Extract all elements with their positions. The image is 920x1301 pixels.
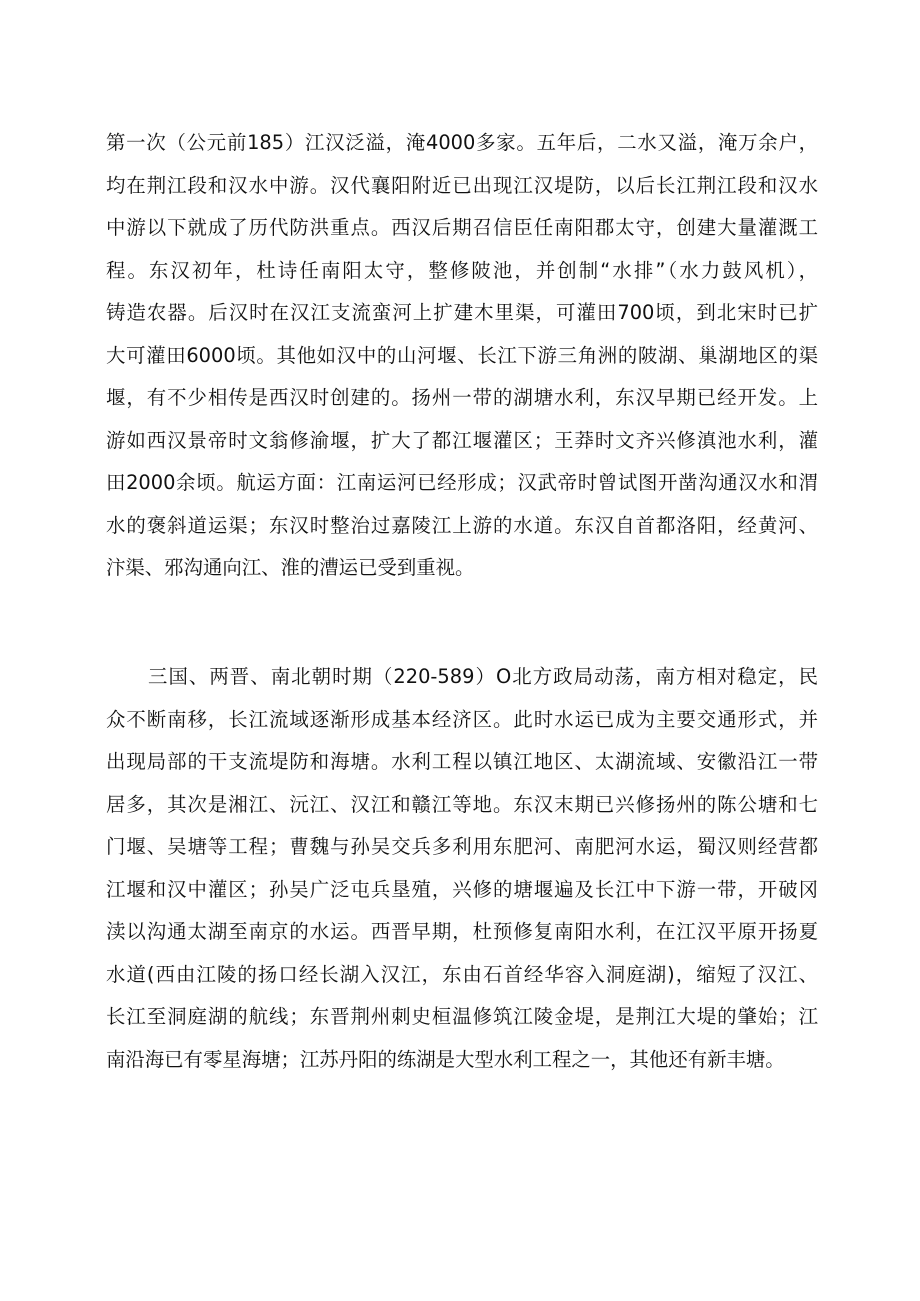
text-line: 水的褒斜道运渠；东汉时整治过嘉陵江上游的水道。东汉自首都洛阳，经黄河、 [106, 513, 818, 537]
text-line: 水道(西由江陵的扬口经长湖入汉江，东由石首经华容入洞庭湖)，缩短了汉江、 [106, 962, 818, 986]
text-line: 程。东汉初年，杜诗任南阳太守，整修陂池，并创制“水排”（水力鼓风机）， [106, 258, 818, 282]
text-line: 田2000余顷。航运方面：江南运河已经形成；汉武帝时曾试图开凿沟通汉水和渭 [106, 471, 818, 494]
text-line: 汴渠、邪沟通向江、淮的漕运已受到重视。 [106, 556, 475, 579]
text-line: 出现局部的干支流堤防和海塘。水利工程以镇江地区、太湖流域、安徽沿江一带 [106, 750, 818, 773]
text-line: 门堰、吴塘等工程；曹魏与孙吴交兵多利用东肥河、南肥河水运，蜀汉则经营都 [106, 835, 818, 858]
text-line: 南沿海已有零星海塘；江苏丹阳的练湖是大型水利工程之一，其他还有新丰塘。 [106, 1047, 785, 1071]
text-line: 均在荆江段和汉水中游。汉代襄阳附近已出现江汉堤防，以后长江荆江段和汉水 [106, 173, 818, 197]
text-line: 堰，有不少相传是西汉时创建的。扬州一带的湖塘水利，东汉早期已经开发。上 [106, 386, 818, 409]
text-line: 中游以下就成了历代防洪重点。西汉后期召信臣任南阳郡太守，创建大量灌溉工 [106, 216, 818, 239]
text-line: 大可灌田6000顷。其他如汉中的山河堰、长江下游三角洲的陂湖、巢湖地区的渠 [106, 343, 818, 367]
text-line: 众不断南移，长江流域逐渐形成基本经济区。此时水运已成为主要交通形式，并 [106, 707, 818, 731]
paragraph-1 [106, 122, 818, 590]
text-line: 第一次（公元前185）江汉泛溢，淹4000多家。五年后，二水又溢，淹万余户， [106, 131, 818, 154]
text-line: 居多，其次是湘江、沅江、汉江和赣江等地。东汉末期已兴修扬州的陈公塘和七 [106, 792, 818, 816]
paragraph-2 [106, 656, 818, 1081]
text-line: 江堰和汉中灌区；孙吴广泛屯兵垦殖，兴修的塘堰遍及长江中下游一带，开破冈 [106, 877, 818, 901]
text-line: 渎以沟通太湖至南京的水运。西晋早期，杜预修复南阳水利，在江汉平原开扬夏 [106, 920, 818, 943]
text-line: 铸造农器。后汉时在汉江支流蛮河上扩建木里渠，可灌田700顷，到北宋时已扩 [106, 301, 818, 324]
text-line: 游如西汉景帝时文翁修渝堰，扩大了都江堰灌区；王莽时文齐兴修滇池水利，灌 [106, 428, 818, 452]
text-line: 三国、两晋、南北朝时期（220-589）O北方政局动荡，南方相对稳定，民 [148, 665, 818, 688]
text-line: 长江至洞庭湖的航线；东晋荆州刺史桓温修筑江陵金堤，是荆江大堤的肇始；江 [106, 1005, 818, 1028]
